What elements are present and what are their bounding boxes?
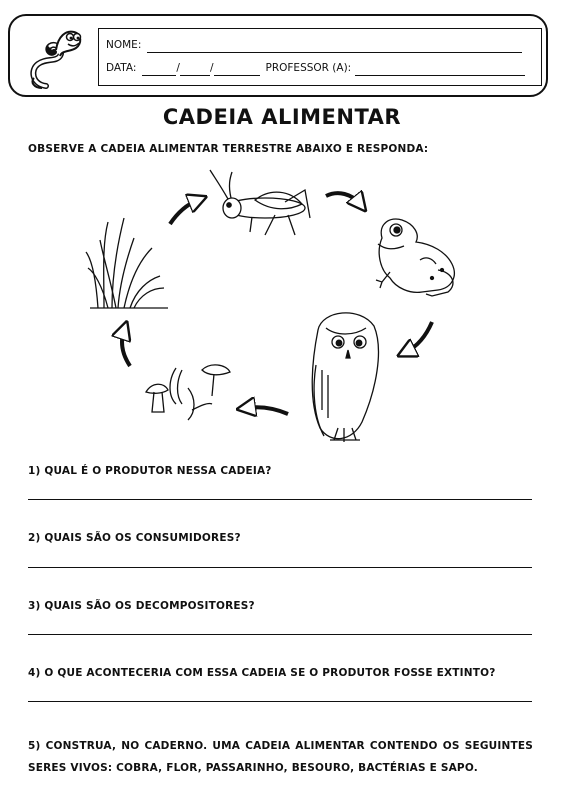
date-day-field[interactable] [142, 64, 176, 76]
date-month-field[interactable] [180, 64, 210, 76]
name-row [106, 37, 534, 53]
answer-line-2[interactable] [28, 567, 532, 568]
date-year-field[interactable] [214, 64, 260, 76]
arrow-grasshopper-to-frog [326, 193, 360, 204]
date-label: DATA: [106, 62, 137, 74]
frog-icon [376, 219, 454, 296]
date-separator: / [209, 62, 214, 74]
question-2: 2) QUAIS SÃO OS CONSUMIDORES? [28, 532, 241, 544]
arrow-decomposers-to-grass [122, 330, 130, 366]
arrow-grass-to-grasshopper [170, 200, 198, 224]
grass-icon [86, 218, 168, 308]
owl-icon [312, 313, 378, 442]
question-5: 5) CONSTRUA, NO CADERNO. UMA CADEIA ALIMENTAR CONTENDO OS SEGUINTES SERES VIVOS: COBRA, FLOR, PASSARINHO, BESOURO, BACTÉRIAS E SAPO. [28, 740, 533, 774]
question-4: 4) O QUE ACONTECERIA COM ESSA CADEIA SE O PRODUTOR FOSSE EXTINTO? [28, 667, 496, 679]
name-field[interactable] [147, 41, 522, 53]
grasshopper-icon [210, 170, 310, 235]
header-box [8, 14, 548, 97]
date-separator: / [176, 62, 180, 74]
arrow-frog-to-owl [406, 322, 432, 352]
question-1: 1) QUAL É O PRODUTOR NESSA CADEIA? [28, 465, 272, 477]
decomposers-icon [146, 365, 230, 420]
answer-line-4[interactable] [28, 701, 532, 702]
question-3: 3) QUAIS SÃO OS DECOMPOSITORES? [28, 600, 255, 612]
teacher-label: PROFESSOR (A): [265, 62, 352, 74]
food-chain-diagram [60, 160, 500, 460]
answer-line-1[interactable] [28, 499, 532, 500]
instruction-text: OBSERVE A CADEIA ALIMENTAR TERRESTRE ABAIXO E RESPONDA: [28, 143, 429, 155]
page-title: CADEIA ALIMENTAR [162, 105, 402, 129]
teacher-field[interactable] [355, 64, 525, 76]
answer-line-3[interactable] [28, 634, 532, 635]
student-info-box [98, 28, 542, 86]
snake-icon [26, 22, 84, 92]
date-row [106, 60, 534, 76]
arrow-owl-to-decomposers [246, 407, 288, 414]
name-label: NOME: [106, 39, 142, 51]
